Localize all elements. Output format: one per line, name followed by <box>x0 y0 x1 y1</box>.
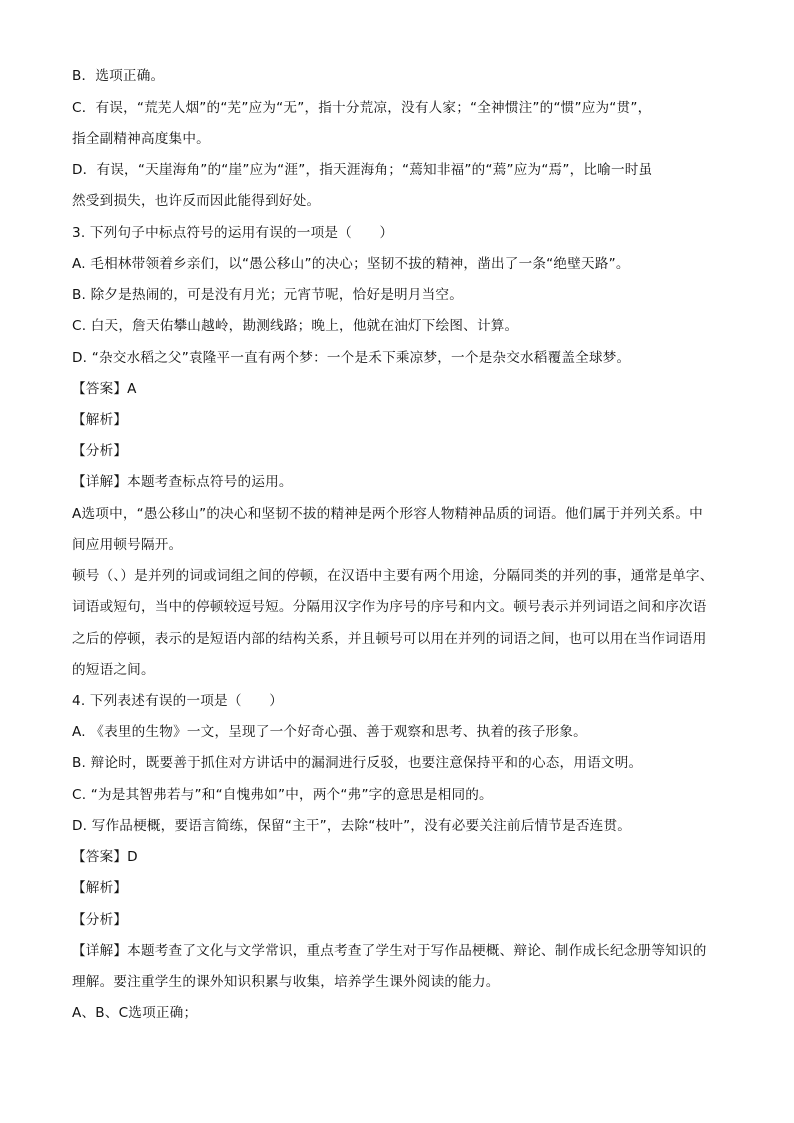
option-d-explanation: D．有误，“天崖海角”的“崖”应为“涯”，指天涯海角；“蔫知非福”的“蔫”应为“焉”，比喻一时虽 <box>72 162 653 178</box>
question-3-detail-line-5: 之后的停顿，表示的是短语内部的结构关系，并且顿号可以用在并列的词语之间，也可以用在当作词语用 <box>72 631 707 647</box>
question-3-analysis-heading: 【解析】 <box>72 412 128 428</box>
question-4-detail-line-1: 【详解】本题考查了文化与文学常识，重点考查了学生对于写作品梗概、辩论、制作成长纪念册等知识的 <box>72 943 707 959</box>
question-3-option-b: B. 除夕是热闹的，可是没有月光；元宵节呢，恰好是明月当空。 <box>72 287 463 303</box>
question-4-detail-line-2: 理解。要注重学生的课外知识积累与收集，培养学生课外阅读的能力。 <box>72 974 500 990</box>
option-b-verdict: B．选项正确。 <box>72 68 165 84</box>
question-3-detail-line-3: 顿号（、）是并列的词或词组之间的停顿，在汉语中主要有两个用途，分隔同类的并列的事，通常是单字、 <box>72 568 714 584</box>
question-3-answer: 【答案】A <box>72 381 137 397</box>
option-c-explanation: C．有误，“荒芜人烟”的“芜”应为“无”，指十分荒凉，没有人家；“全神惯注”的“惯”应为“贯”， <box>72 100 652 116</box>
question-4-option-d: D. 写作品梗概，要语言简练，保留“主干”，去除“枝叶”，没有必要关注前后情节是否连贯。 <box>72 818 632 834</box>
question-3-detail-line-6: 的短语之间。 <box>72 662 155 678</box>
question-4-answer: 【答案】D <box>72 849 138 865</box>
option-c-explanation-cont: 指全副精神高度集中。 <box>72 131 210 147</box>
question-3-detail: 【详解】本题考查标点符号的运用。 <box>72 474 293 490</box>
question-3-option-c: C. 白天，詹天佑攀山越岭，勘测线路；晚上，他就在油灯下绘图、计算。 <box>72 318 519 334</box>
option-d-explanation-cont: 然受到损失，也许反而因此能得到好处。 <box>72 193 321 209</box>
question-3-detail-line-4: 词语或短句，当中的停顿较逗号短。分隔用汉字作为序号的序号和内文。顿号表示并列词语之间和序次语 <box>72 599 707 615</box>
question-4-stem: 4. 下列表述有误的一项是（ ） <box>72 693 284 709</box>
question-4-analysis-heading: 【解析】 <box>72 880 128 896</box>
question-4-options-verdict: A、B、C选项正确； <box>72 1005 198 1021</box>
question-3-detail-line-1: A选项中，“愚公移山”的决心和坚韧不拔的精神是两个形容人物精神品质的词语。他们属于并列关系。中 <box>72 506 703 522</box>
question-3-breakdown-heading: 【分析】 <box>72 443 128 459</box>
question-4-option-c: C. “为是其智弗若与”和“自愧弗如”中，两个“弗”字的意思是相同的。 <box>72 787 493 803</box>
question-3-option-d: D. “杂交水稻之父”袁隆平一直有两个梦：一个是禾下乘凉梦，一个是杂交水稻覆盖全球梦。 <box>72 350 631 366</box>
question-4-option-b: B. 辩论时，既要善于抓住对方讲话中的漏洞进行反驳，也要注意保持平和的心态，用语文明。 <box>72 755 643 771</box>
question-3-detail-line-2: 间应用顿号隔开。 <box>72 537 183 553</box>
question-4-option-a: A. 《表里的生物》一文，呈现了一个好奇心强、善于观察和思考、执着的孩子形象。 <box>72 724 587 740</box>
question-3-option-a: A. 毛相林带领着乡亲们，以“愚公移山”的决心；坚韧不拔的精神，凿出了一条“绝壁天路”。 <box>72 256 630 272</box>
question-4-breakdown-heading: 【分析】 <box>72 912 128 928</box>
question-3-stem: 3. 下列句子中标点符号的运用有误的一项是（ ） <box>72 225 394 241</box>
